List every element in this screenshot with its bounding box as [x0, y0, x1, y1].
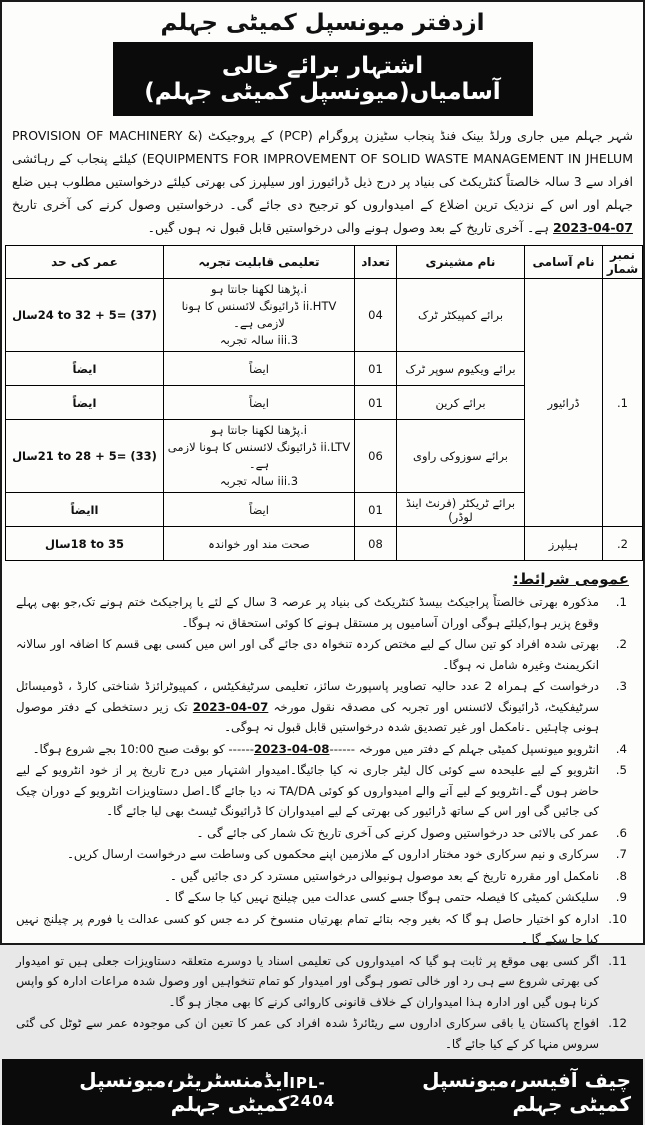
age-cell: [6, 352, 164, 386]
condition-text: اگر کسی بھی موقع پر ثابت ہو گیا کہ امیدواروں کی تعلیمی اسناد یا دوسرے متعلقہ دستاویزات جعلی ہیں تو امیدوار کی بھرتی شروع سے ہی رد اور خالی تصور ہوگی اور امیدوار کو تمام تنخواہیں اور وصول شدہ مراعات ادارہ کو واپس کرنا ہوں گیں اور ادارہ ہذا امیدواران کے خلاف قانونی کاروائی کرنے کا بھی مجاز ہو گا۔: [16, 953, 599, 1009]
intro-paragraph: [2, 122, 643, 243]
vacancy-banner: اشتہار برائے خالی آسامیاں(میونسپل کمیٹی جہلم): [113, 42, 533, 116]
condition-item: [16, 1013, 629, 1054]
condition-text: سرکاری و نیم سرکاری خود مختار اداروں کے ملازمین اپنے محکموں کی وساطت سے درخواست ارسال کریں۔: [66, 847, 599, 861]
application-deadline-date: 07-04-2023: [552, 220, 633, 235]
office-title: ازدفتر میونسپل کمیٹی جہلم: [160, 10, 485, 36]
serial-cell: 2.: [603, 527, 643, 561]
machinery-cell: برائے ٹریکٹر (فرنٹ اینڈ لوڈر): [397, 493, 525, 527]
condition-number: 3.: [615, 679, 627, 693]
table-header-row: [6, 246, 643, 279]
age-range: 21 to 28 + 5= (33): [37, 449, 157, 463]
qualification-cell: [164, 420, 355, 493]
condition-item: [16, 887, 629, 908]
condition-number: 7.: [615, 847, 627, 861]
age-range: 18 to 35: [70, 536, 125, 551]
qualification-line: ii.LTV ڈرائیونگ لائسنس کا ہونا لازمی ہے۔: [167, 440, 351, 471]
qualification-line: iii.3 سالہ تجربہ: [219, 474, 299, 488]
age-cell: [6, 279, 164, 352]
condition-text: ادارہ کو اختیار حاصل ہو گا کہ بغیر وجہ بتائے تمام بھرتیاں منسوخ کر دے جس کو کسی عدالت یا فورم پر چیلنج نہیں کیا جا سکے گا ۔: [16, 911, 599, 946]
qualification-cell: ایضاً: [164, 386, 355, 420]
age-unit: سال: [12, 449, 38, 463]
condition-item: [16, 844, 629, 865]
condition-date: 08-04-2023: [253, 741, 330, 756]
condition-item: [16, 634, 629, 675]
header-machinery: نام مشینری: [397, 246, 525, 279]
condition-number: 1.: [615, 595, 627, 609]
condition-text: انٹرویو کے لیے علیحدہ سے کوئی کال لیٹر جاری نہ کیا جائیگا۔امیدوار اشتہار میں درج تاریخ پر از خود انٹرویو کے لیے حاضر ہوں گے۔انٹرویو کے لیے آنے والے امیدواروں کو کوئی TA/DA نہ دیا جائے گا۔اصل دستاویزات انٹرویو کے دوران چیک کی جائیں گی اور اس کے ساتھ ڈرائیور کی بھرتی کے لیے امیدواران کا ڈرائیونگ ٹیسٹ بھی لیا جائے گا۔: [16, 763, 599, 818]
intro-text-before-date: شہر جہلم میں جاری ورلڈ بینک فنڈ پنجاب سٹیزن پروگرام (PCP) کے پروجیکٹ (PROVISION OF MACHINERY & EQUIPMENTS FOR IMPROVEMENT OF SOLID WASTE MANAGEMENT IN JHELUM) کیلئے پنجاب کے رہائشی افراد سے 3 سالہ خالصتاً کنٹریکٹ کی بنیاد پر درج ذیل ڈرائیورز اور سیلپرز کی بھرتی کیلئے درخواستیں مطلوب ہیں ضلع جہلم اور اس کے نزدیک ترین اضلاع کے امیدواروں کو ترجیح دی جائے گی۔ درخواستیں وصول کرنے کی آخری تاریخ: [12, 128, 633, 212]
footer-bar: [2, 1059, 643, 1125]
qualification-line: i.پڑھنا لکھنا جانتا ہو: [210, 423, 307, 437]
qualification-cell: ایضاً: [164, 352, 355, 386]
condition-number: 11.: [608, 953, 627, 968]
age-unit: سال: [12, 308, 38, 322]
machinery-cell: برائے کرین: [397, 386, 525, 420]
condition-item: [16, 909, 629, 950]
quantity-cell: 06: [355, 420, 397, 493]
vacancies-table: [5, 245, 643, 561]
condition-text: درخواست کے ہمراہ 2 عدد حالیہ تصاویر پاسپورٹ سائز، تعلیمی سرٹیفکیٹس ، کمپیوٹرائزڈ شناختی کارڈ ، ڈومیسائل سرٹیفکیٹ، ڈرائیونگ لائسنس اور تجربہ کی مصدقہ نقول مورخہ: [16, 679, 600, 714]
condition-item: [16, 592, 629, 633]
condition-text: انٹرویو میونسپل کمیٹی جہلم کے دفتر میں مورخہ ------: [329, 741, 599, 756]
condition-number: 10.: [608, 911, 627, 926]
position-cell: ہیلپرز: [525, 527, 603, 561]
machinery-cell: برائے کمپیکٹر ٹرک: [397, 279, 525, 352]
condition-item: [16, 866, 629, 887]
position-cell: ڈرائیور: [525, 279, 603, 527]
condition-text: تک زیر دستخطی کے دفتر موصول ہونی چاہئیں ۔نامکمل اور غیر تصدیق شدہ درخواستیں قابل قبول نہ ہوگی۔: [16, 699, 599, 734]
condition-text: افواج پاکستان یا باقی سرکاری اداروں سے ریٹائرڈ شدہ افراد کی عمر کا تعین ان کی موجودہ عمر سے ٹوٹل کی گئی سروس منہا کر کے کیا جائے گا۔: [16, 1016, 599, 1051]
condition-text: بھرتی شدہ افراد کو تین سال کے لیے مختص کردہ تنخواہ دی جائے گی اور اس میں کسی بھی قسم کا اضافہ اور سالانہ انکریمنٹ وغیرہ شامل نہ ہوگا۔: [16, 637, 599, 672]
qualification-line: ii.HTV ڈرائیونگ لائسنس کا ہونا لازمی ہے۔: [181, 299, 337, 330]
qualification-line: iii.3 سالہ تجربہ: [219, 333, 299, 347]
condition-number: 9.: [615, 890, 627, 904]
chief-officer-signature: چیف آفیسر،میونسپل کمیٹی جہلم: [422, 1068, 631, 1116]
condition-text: نامکمل اور مقررہ تاریخ کے بعد موصول ہونیوالی درخواستیں مسترد کر دی جائیں گیں ۔: [169, 868, 599, 883]
machinery-cell: [397, 527, 525, 561]
condition-item: [16, 823, 629, 844]
machinery-cell: برائے سوزوکی راوی: [397, 420, 525, 493]
age-unit: سال: [44, 536, 71, 551]
header-age-limit: عمر کی حد: [6, 246, 164, 279]
serial-cell: 1.: [603, 279, 643, 527]
qualification-line: i.پڑھنا لکھنا جانتا ہو: [210, 282, 307, 296]
header-quantity: تعداد: [355, 246, 397, 279]
condition-number: 12.: [608, 1016, 627, 1030]
ipl-code: IPL-2404: [289, 1074, 336, 1110]
condition-number: 8.: [615, 868, 627, 883]
condition-item: [16, 951, 629, 1013]
age-cell: [6, 420, 164, 493]
condition-item: [16, 760, 629, 822]
qualification-cell: ایضاً: [164, 493, 355, 527]
machinery-cell: برائے ویکیوم سوپر ٹرک: [397, 352, 525, 386]
qualification-cell: [164, 279, 355, 352]
condition-date: 07-04-2023: [192, 699, 269, 714]
age-unit: ایضاً: [72, 361, 97, 376]
conditions-heading: عمومی شرائط:: [512, 570, 629, 588]
condition-number: 4.: [615, 741, 627, 756]
condition-number: 6.: [615, 825, 627, 840]
header-qualification: تعلیمی قابلیت تجربہ: [164, 246, 355, 279]
quantity-cell: 01: [355, 386, 397, 420]
quantity-cell: 04: [355, 279, 397, 352]
condition-text: سلیکشن کمیٹی کا فیصلہ حتمی ہوگا جسے کسی عدالت میں چیلنج نہیں کیا جا سکے گا ۔: [164, 890, 599, 904]
condition-text: عمر کی بالائی حد درخواستیں وصول کرنے کی آخری تاریخ تک شمار کی جائے گی ۔: [196, 825, 599, 840]
qualification-cell: صحت مند اور خواندہ: [164, 527, 355, 561]
conditions-list: [2, 591, 643, 1059]
age-unit: ایضاً: [72, 395, 97, 410]
quantity-cell: 01: [355, 352, 397, 386]
quantity-cell: 01: [355, 493, 397, 527]
condition-text: ------ کو بوقت صبح 10:00 بجے شروع ہوگا۔: [32, 741, 254, 756]
table-row: [6, 279, 643, 352]
table-row: [6, 527, 643, 561]
header-position: نام آسامی: [525, 246, 603, 279]
condition-number: 5.: [615, 763, 627, 777]
age-cell: [6, 493, 164, 527]
header-serial: نمبر شمار: [603, 246, 643, 279]
condition-item: [16, 676, 629, 738]
age-cell: [6, 527, 164, 561]
condition-item: [16, 739, 629, 760]
administrator-signature: ایڈمنسٹریٹر،میونسپل کمیٹی جہلم: [79, 1068, 290, 1116]
condition-text: مذکورہ بھرتی خالصتاً پراجیکٹ بیسڈ کنٹریکٹ کی بنیاد پر عرصہ 3 سال کے لئے یا پراجیکٹ ختم ہونے تک,جو بھی پہلے وقوع پزیر ہوا,کیلئے ہوگی اوران آسامیوں پر مستقل ہونے کا کوئی استحقاق نہ ہوگا۔: [16, 595, 600, 630]
age-cell: [6, 386, 164, 420]
condition-number: 2.: [615, 637, 627, 651]
quantity-cell: 08: [355, 527, 397, 561]
age-unit: اایضاً: [70, 502, 99, 517]
age-range: 24 to 32 + 5= (37): [37, 308, 157, 322]
intro-text-after-date: ہے۔ آخری تاریخ کے بعد وصول ہونے والی درخواستیں قابل قبول نہ ہوں گیں۔: [147, 220, 553, 235]
